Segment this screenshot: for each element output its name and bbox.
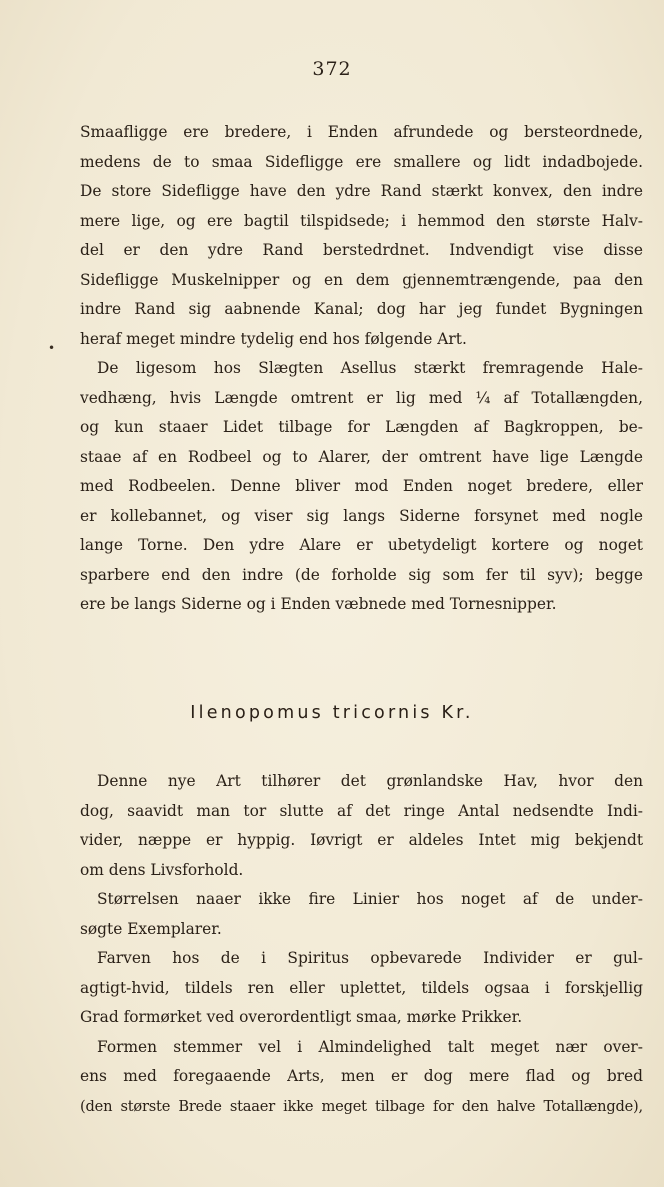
text-line: og kun staaer Lidet tilbage for Længden af Bagkroppen, be- <box>80 418 643 436</box>
species-heading: Ilenopomus tricornis Kr. <box>190 703 474 723</box>
paragraph-tail-appendages <box>80 354 643 620</box>
text-line: Størrelsen naaer ikke fire Linier hos noget af de under- <box>97 890 643 908</box>
text-line: er kollebannet, og viser sig langs Siderne forsynet med nogle <box>80 506 643 525</box>
paragraph-body-part-1 <box>80 118 643 354</box>
text-line: staae af en Rodbeel og to Alarer, der omtrent have lige Længde <box>80 447 643 466</box>
text-line: om dens Livsforhold. <box>80 860 244 879</box>
text-line: mere lige, og ere bagtil tilspidsede; i hemmod den største Halv- <box>80 211 643 230</box>
text-line: medens de to smaa Sidefligge ere smallere og lidt indadbojede. <box>80 152 643 171</box>
text-line: Formen stemmer vel i Almindelighed talt meget nær over- <box>97 1037 643 1056</box>
text-line: De ligesom hos Slægten Asellus stærkt fremragende Hale- <box>97 359 643 377</box>
paragraph-form <box>80 1033 643 1122</box>
text-line: Sidefligge Muskelnipper og en dem gjennemtrængende, paa den <box>80 270 643 289</box>
text-line: sparbere end den indre (de forholde sig som fer til syv); begge <box>80 565 643 584</box>
text-line: Smaafligge ere bredere, i Enden afrundede og bersteordnede, <box>80 123 643 141</box>
text-line: lange Torne. Den ydre Alare er ubetydeligt kortere og noget <box>80 536 643 554</box>
text-line: heraf meget mindre tydelig end hos følgende Art. <box>80 329 467 348</box>
lower-text-block <box>80 767 643 1121</box>
text-line: indre Rand sig aabnende Kanal; dog har jeg fundet Bygningen <box>80 300 643 318</box>
page-number: 372 <box>312 58 352 80</box>
text-line: med Rodbeelen. Denne bliver mod Enden noget bredere, eller <box>80 477 643 495</box>
text-line: De store Sidefligge have den ydre Rand stærkt konvex, den indre <box>80 182 643 200</box>
text-line: søgte Exemplarer. <box>80 919 222 938</box>
text-line: ens med foregaaende Arts, men er dog mere flad og bred <box>80 1067 643 1085</box>
text-line: vider, næppe er hyppig. Iøvrigt er aldeles Intet mig bekjendt <box>80 831 643 849</box>
text-line: ere be langs Siderne og i Enden væbnede med Tornesnipper. <box>80 595 557 613</box>
text-line: Grad formørket ved overordentligt smaa, mørke Prikker. <box>80 1008 523 1026</box>
text-line: del er den ydre Rand berstedrdnet. Indvendigt vise disse <box>80 241 643 259</box>
text-line: Farven hos de i Spiritus opbevarede Individer er gul- <box>97 949 643 967</box>
upper-text-block <box>80 118 643 620</box>
text-line: vedhæng, hvis Længde omtrent er lig med ¼ af Totallængden, <box>80 388 643 407</box>
text-line: (den største Brede staaer ikke meget tilbage for den halve Totallængde), <box>80 1097 643 1115</box>
paragraph-colour <box>80 944 643 1033</box>
paragraph-size <box>80 885 643 944</box>
paragraph-habitat <box>80 767 643 885</box>
text-line: dog, saavidt man tor slutte af det ringe Antal nedsendte Indi- <box>80 801 643 820</box>
margin-mark: • <box>48 341 56 355</box>
text-line: Denne nye Art tilhører det grønlandske Hav, hvor den <box>97 772 643 790</box>
text-line: agtigt-hvid, tildels ren eller uplettet, tildels ogsaa i forskjellig <box>80 978 643 997</box>
